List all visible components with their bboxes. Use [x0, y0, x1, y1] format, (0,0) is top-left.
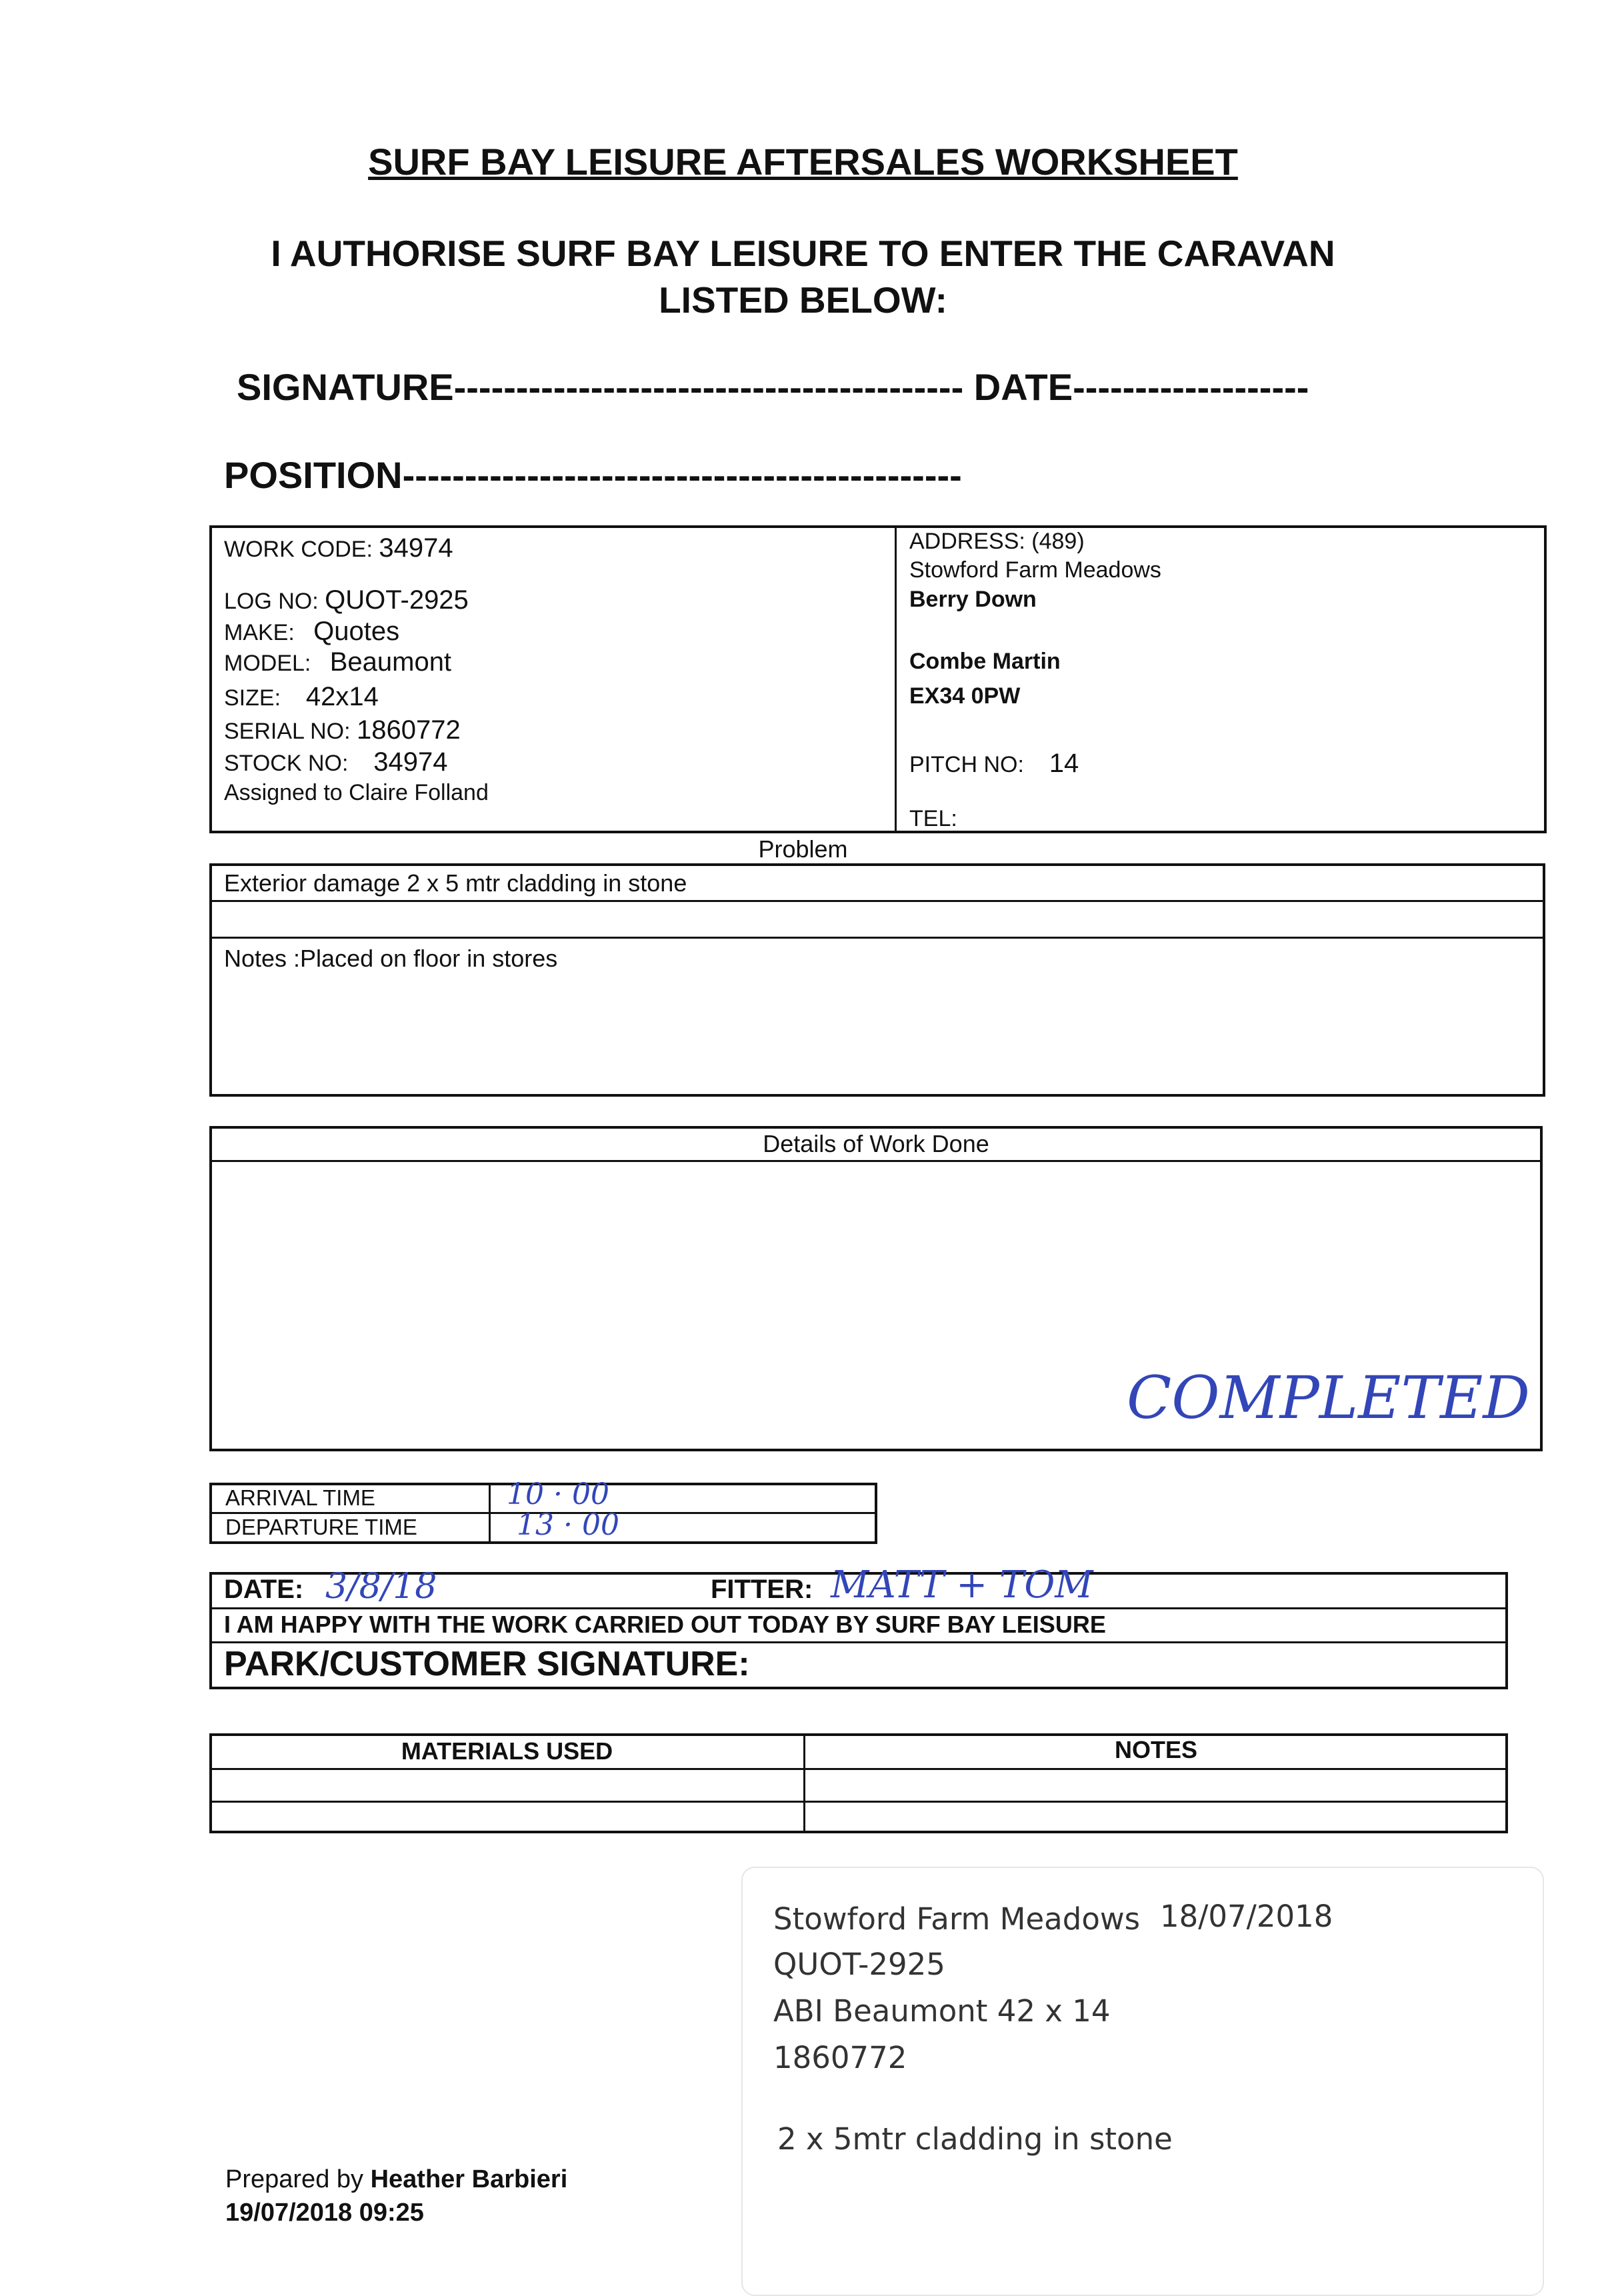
sticker-serial: 1860772 [773, 2040, 907, 2075]
arrival-time-value: 10 · 00 [507, 1477, 609, 1511]
sticker-site: Stowford Farm Meadows [773, 1901, 1141, 1937]
serial-value: 1860772 [357, 715, 461, 745]
serial-row [224, 715, 461, 745]
details-divider [895, 527, 897, 832]
work-done-header-divider [211, 1160, 1541, 1162]
stock-row [224, 747, 447, 777]
authorisation-line-1: I AUTHORISE SURF BAY LEISURE TO ENTER THE CARAVAN [271, 233, 1335, 274]
sticker-date: 18/07/2018 [1160, 1899, 1333, 1934]
signoff-date-value: 3/8/18 [325, 1567, 437, 1607]
size-value: 42x14 [305, 682, 379, 711]
model-label: MODEL: [224, 651, 311, 676]
prepared-by-label: Prepared by [225, 2165, 364, 2193]
sticker-job: 2 x 5mtr cladding in stone [777, 2121, 1173, 2157]
materials-row-divider-2 [211, 1801, 1507, 1803]
prepared-timestamp: 19/07/2018 09:25 [225, 2199, 424, 2227]
signoff-date-label: DATE: [224, 1575, 304, 1604]
address-postcode: EX34 0PW [909, 683, 1021, 709]
fitter-label: FITTER: [711, 1575, 813, 1604]
signoff-row-divider-2 [211, 1641, 1507, 1643]
problem-row-divider-2 [211, 937, 1544, 939]
authorisation-line-2: LISTED BELOW: [659, 279, 947, 321]
model-row [224, 647, 451, 677]
address-line-3: Combe Martin [909, 649, 1061, 674]
work-code-label: WORK CODE: [224, 537, 373, 562]
work-code-row [224, 533, 453, 563]
fitter-value: MATT + TOM [831, 1563, 1093, 1607]
pitch-value: 14 [1049, 749, 1079, 778]
problem-heading: Problem [758, 835, 848, 863]
pitch-label: PITCH NO: [909, 752, 1024, 777]
completed-handwriting: COMPLETED [1127, 1363, 1530, 1432]
sticker-log-no: QUOT-2925 [773, 1947, 945, 1982]
problem-row-divider-1 [211, 900, 1544, 902]
materials-row-divider-1 [211, 1768, 1507, 1770]
pitch-row [909, 749, 1079, 779]
stock-value: 34974 [373, 747, 448, 777]
log-no-value: QUOT-2925 [325, 585, 469, 615]
address-label: ADDRESS: (489) [909, 529, 1085, 554]
page-title: SURF BAY LEISURE AFTERSALES WORKSHEET [368, 141, 1238, 183]
size-label: SIZE: [224, 685, 281, 711]
departure-time-value: 13 · 00 [517, 1508, 619, 1542]
prepared-by-name: Heather Barbieri [370, 2165, 568, 2193]
problem-notes: Notes :Placed on floor in stores [224, 945, 558, 972]
authorisation-statement [0, 230, 1606, 323]
customer-signature-label[interactable]: PARK/CUSTOMER SIGNATURE: [224, 1645, 750, 1683]
problem-box [209, 863, 1545, 1097]
materials-used-heading: MATERIALS USED [401, 1737, 613, 1765]
log-no-label: LOG NO: [224, 589, 319, 614]
times-col-divider [489, 1484, 491, 1543]
assigned-to: Assigned to Claire Folland [224, 780, 489, 805]
satisfaction-statement: I AM HAPPY WITH THE WORK CARRIED OUT TODAY BY SURF BAY LEISURE [224, 1611, 1106, 1638]
signature-date-line[interactable]: SIGNATURE----------------------------------------- DATE------------------- [237, 366, 1309, 408]
position-line[interactable]: POSITION--------------------------------------------- [224, 454, 962, 496]
problem-description: Exterior damage 2 x 5 mtr cladding in stone [224, 869, 687, 897]
prepared-by [225, 2165, 567, 2194]
departure-time-label: DEPARTURE TIME [225, 1515, 417, 1539]
tel-label: TEL: [909, 806, 957, 831]
notes-heading: NOTES [1114, 1736, 1197, 1763]
arrival-time-label: ARRIVAL TIME [225, 1485, 375, 1510]
stock-label: STOCK NO: [224, 751, 349, 776]
work-code-value: 34974 [379, 533, 453, 563]
make-label: MAKE: [224, 620, 295, 645]
address-line-1: Stowford Farm Meadows [909, 557, 1161, 583]
serial-label: SERIAL NO: [224, 719, 351, 744]
make-value: Quotes [313, 617, 400, 646]
model-value: Beaumont [329, 647, 452, 677]
make-row [224, 617, 399, 647]
log-no-row [224, 585, 469, 615]
address-line-2: Berry Down [909, 587, 1037, 612]
sticker-model: ABI Beaumont 42 x 14 [773, 1993, 1111, 2029]
size-row [224, 682, 379, 712]
work-done-heading: Details of Work Done [763, 1130, 989, 1157]
signoff-row-divider-1 [211, 1607, 1507, 1609]
